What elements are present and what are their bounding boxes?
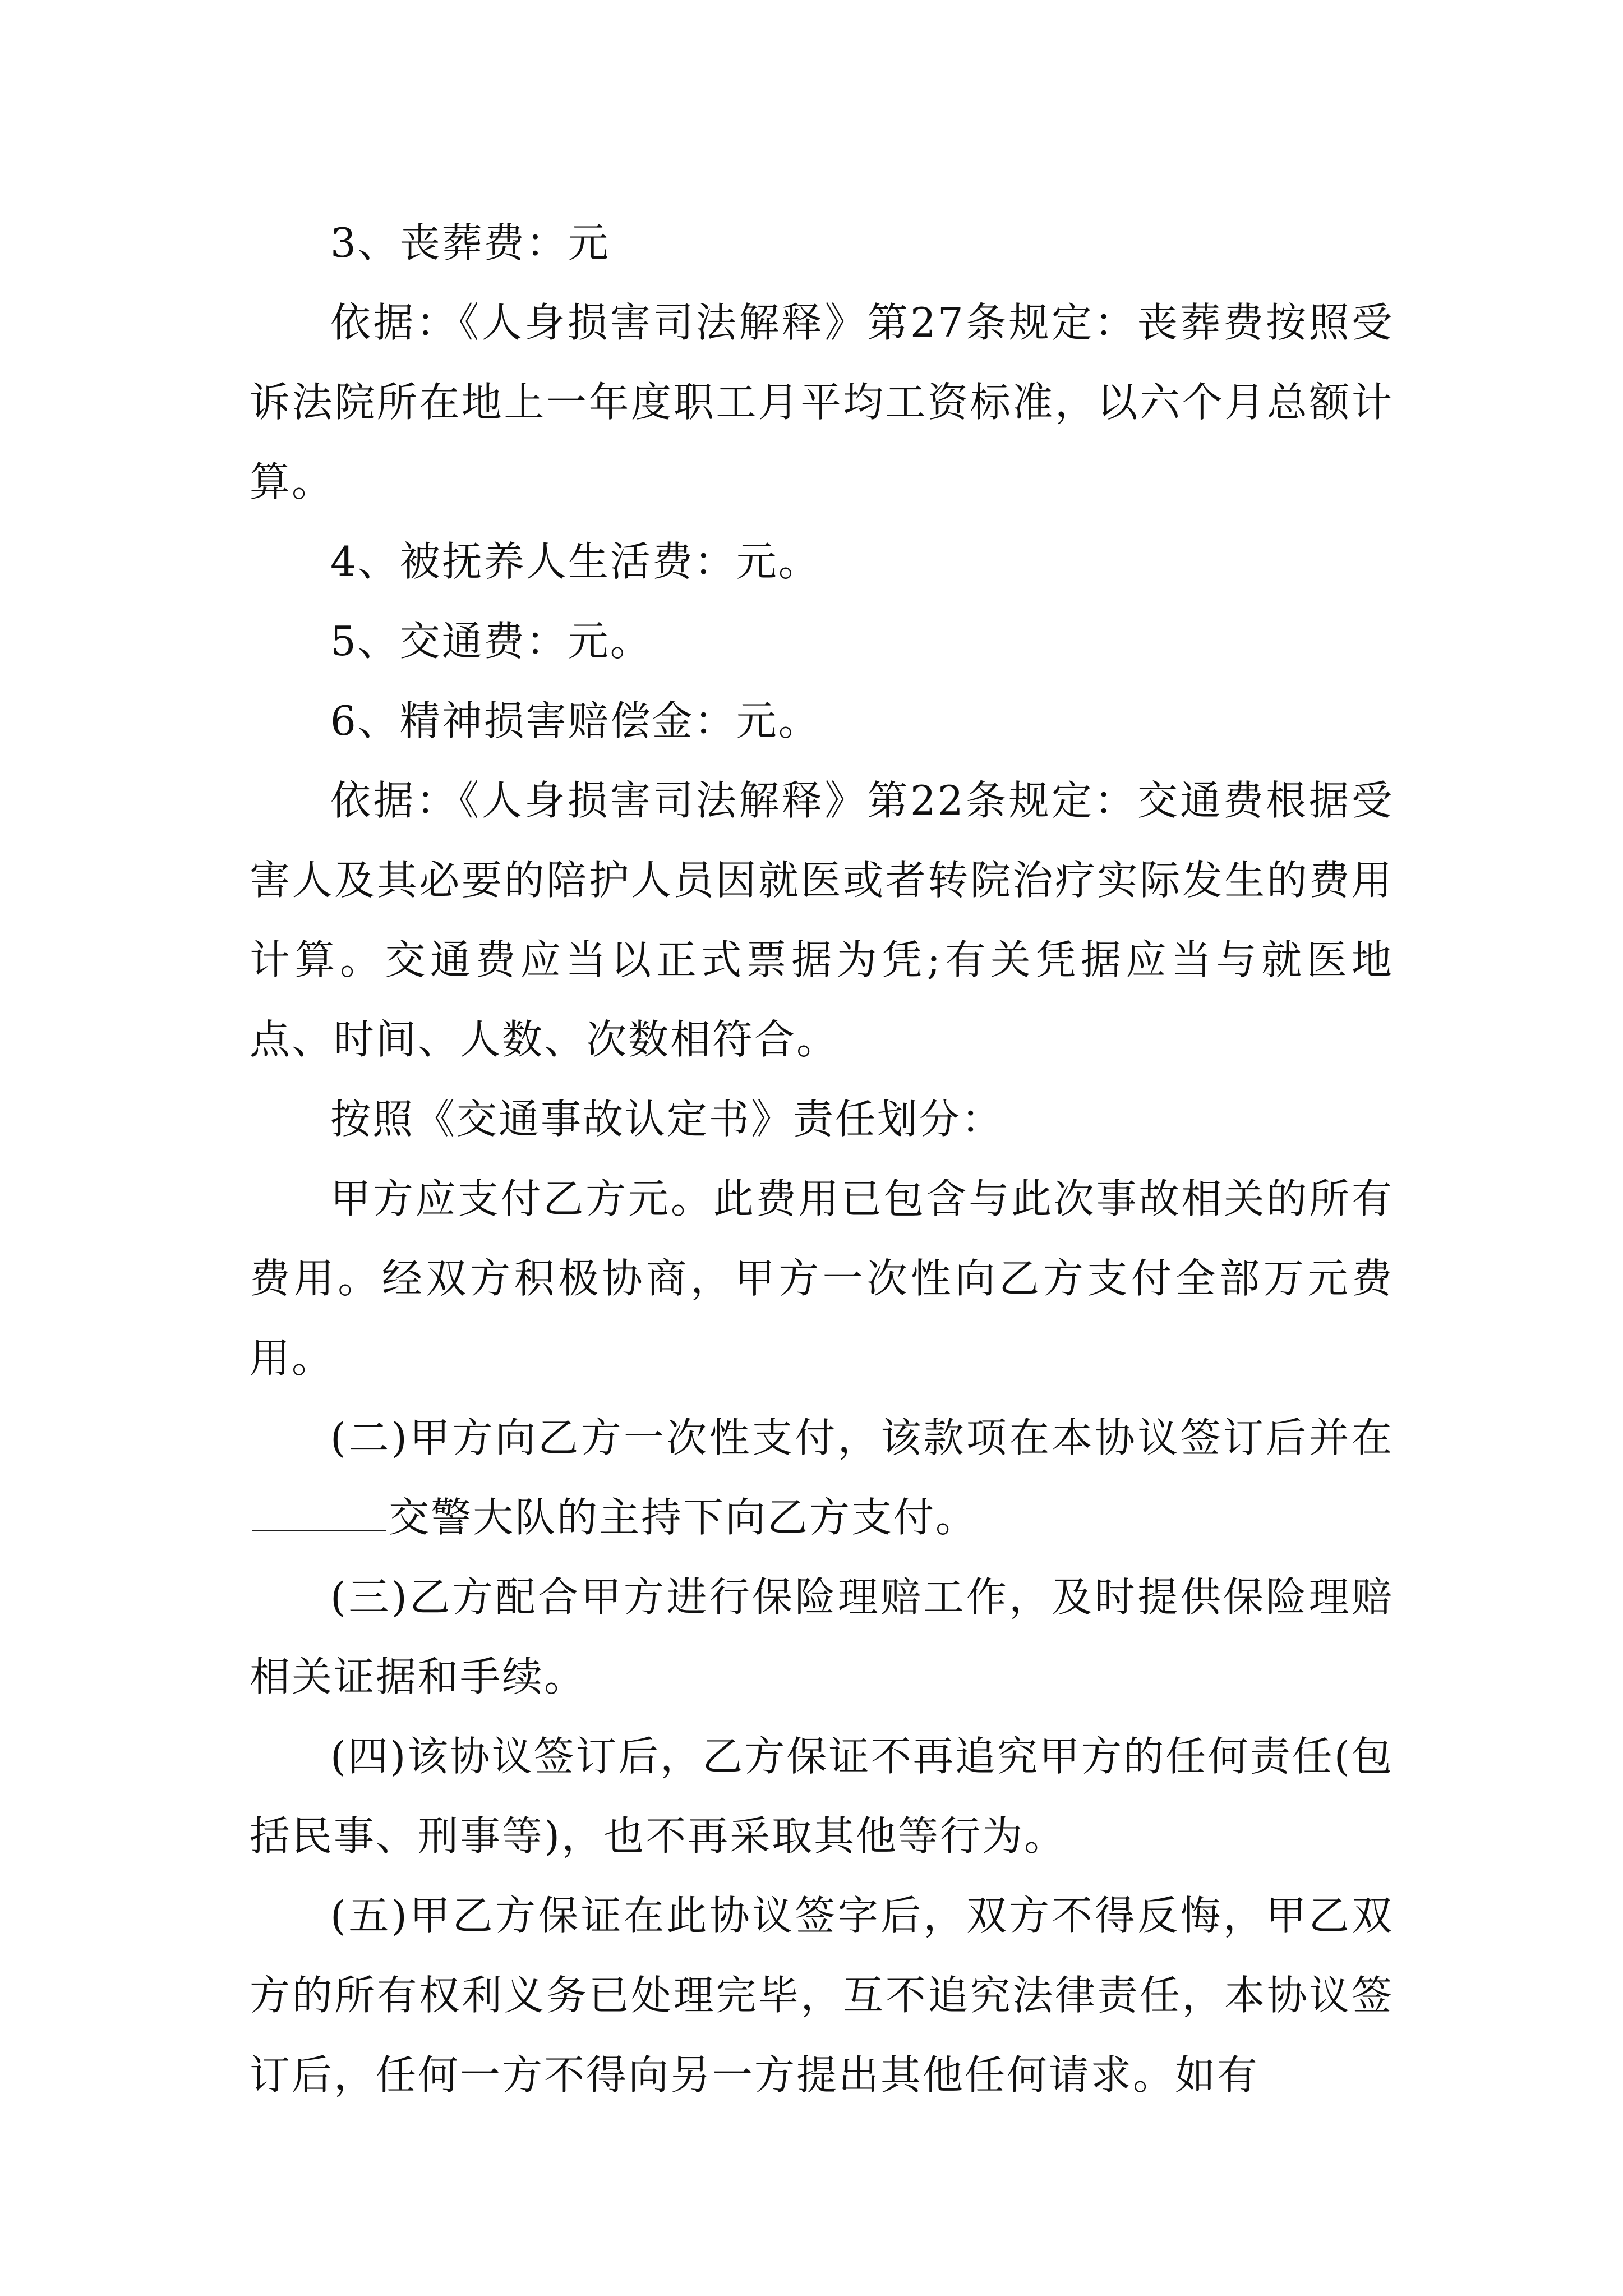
paragraph-transportation-expense: 5、交通费：元。: [330, 618, 652, 665]
paragraph-mental-damage-compensation: 6、精神损害赔偿金：元。: [330, 697, 820, 744]
paragraph-funeral-expense: 3、丧葬费：元: [330, 219, 610, 266]
paragraph-basis-article-27: 依据：《人身损害司法解释》第27条规定：丧葬费按照受诉法院所在地上一年度职工月平均工资标准，以六个月总额计算。: [250, 299, 1394, 505]
paragraph-dependent-living-expense: 4、被抚养人生活费：元。: [330, 538, 820, 585]
paragraph-basis-article-22: 依据：《人身损害司法解释》第22条规定：交通费根据受害人及其必要的陪护人员因就医或者转院治疗实际发生的费用计算。交通费应当以正式票据为凭;有关凭据应当与就医地点、时间、人数、次数相符合。: [250, 777, 1394, 1063]
paragraph-party-a-payment: 甲方应支付乙方元。此费用已包含与此次事故相关的所有费用。经双方积极协商，甲方一次性向乙方支付全部万元费用。: [250, 1175, 1394, 1382]
clause-two-text: (二)甲方向乙方一次性支付，该款项在本协议签订后并在: [330, 1414, 1394, 1461]
paragraph-clause-three: (三)乙方配合甲方进行保险理赔工作，及时提供保险理赔相关证据和手续。: [250, 1573, 1394, 1700]
paragraph-clause-five: (五)甲乙方保证在此协议签字后，双方不得反悔，甲乙双方的所有权利义务已处理完毕，互不追究法律责任，本协议签订后，任何一方不得向另一方提出其他任何请求。如有: [250, 1892, 1394, 2099]
paragraph-clause-two: [250, 1398, 1394, 1557]
document-body: [250, 203, 1394, 2115]
clause-two-text-continued: 交警大队的主持下向乙方支付。: [389, 1494, 978, 1541]
fill-in-blank-line: [252, 1529, 386, 1531]
paragraph-clause-four: (四)该协议签订后，乙方保证不再追究甲方的任何责任(包括民事、刑事等)，也不再采取其他等行为。: [250, 1733, 1394, 1860]
paragraph-responsibility-division: 按照《交通事故认定书》责任划分：: [330, 1096, 1004, 1143]
